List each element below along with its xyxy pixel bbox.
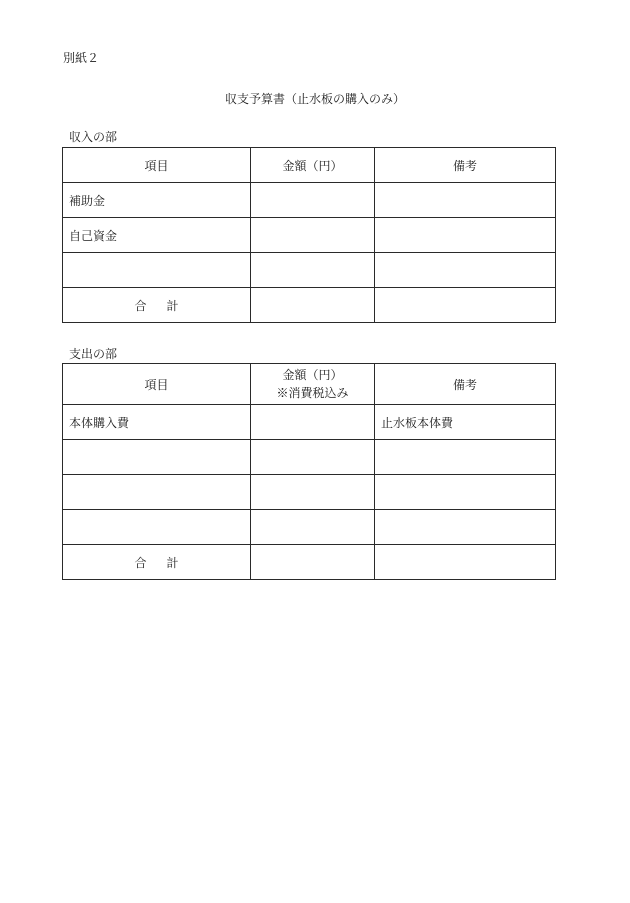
income-amount-cell[interactable] — [251, 183, 375, 218]
income-table — [62, 147, 556, 323]
expense-amount-cell[interactable] — [251, 510, 375, 545]
expense-total-label: 合計 — [63, 545, 251, 580]
expense-col-item-header: 項目 — [63, 364, 251, 405]
expense-total-remarks[interactable] — [375, 545, 556, 580]
income-remarks-cell[interactable] — [375, 218, 556, 253]
expense-remarks-cell[interactable] — [375, 475, 556, 510]
expense-item-cell[interactable] — [63, 475, 251, 510]
document-title: 収支予算書（止水板の購入のみ） — [224, 92, 405, 106]
expense-remarks-cell[interactable]: 止水板本体費 — [375, 405, 556, 440]
income-col-amount-header: 金額（円） — [251, 148, 375, 183]
income-col-remarks-header: 備考 — [375, 148, 556, 183]
income-remarks-cell[interactable] — [375, 253, 556, 288]
expense-table — [62, 363, 556, 580]
income-total-remarks[interactable] — [375, 288, 556, 323]
expense-amount-header-label: 金額（円） — [282, 368, 343, 382]
table-row — [63, 183, 556, 218]
expense-col-remarks-header: 備考 — [375, 364, 556, 405]
income-item-cell[interactable]: 自己資金 — [63, 218, 251, 253]
income-total-row — [63, 288, 556, 323]
expense-remarks-cell[interactable] — [375, 440, 556, 475]
expense-amount-cell[interactable] — [251, 440, 375, 475]
attachment-label: 別紙２ — [63, 51, 100, 65]
expense-col-amount-header — [251, 364, 375, 405]
income-item-cell[interactable] — [63, 253, 251, 288]
income-total-label: 合計 — [63, 288, 251, 323]
income-remarks-cell[interactable] — [375, 183, 556, 218]
income-col-item-header: 項目 — [63, 148, 251, 183]
table-row — [63, 475, 556, 510]
expense-item-cell[interactable] — [63, 440, 251, 475]
income-amount-cell[interactable] — [251, 253, 375, 288]
expense-item-cell[interactable] — [63, 510, 251, 545]
table-row — [63, 510, 556, 545]
income-item-cell[interactable]: 補助金 — [63, 183, 251, 218]
expense-amount-cell[interactable] — [251, 405, 375, 440]
expense-amount-tax-note: ※消費税込み — [276, 386, 349, 400]
table-row — [63, 440, 556, 475]
table-row — [63, 218, 556, 253]
table-row — [63, 253, 556, 288]
expense-amount-cell[interactable] — [251, 475, 375, 510]
income-header-row — [63, 148, 556, 183]
income-total-amount[interactable] — [251, 288, 375, 323]
income-section-label: 収入の部 — [69, 130, 118, 144]
expense-total-row — [63, 545, 556, 580]
table-row — [63, 405, 556, 440]
expense-header-row — [63, 364, 556, 405]
income-amount-cell[interactable] — [251, 218, 375, 253]
expense-section-label: 支出の部 — [69, 347, 118, 361]
expense-remarks-cell[interactable] — [375, 510, 556, 545]
expense-total-amount[interactable] — [251, 545, 375, 580]
expense-item-cell[interactable]: 本体購入費 — [63, 405, 251, 440]
